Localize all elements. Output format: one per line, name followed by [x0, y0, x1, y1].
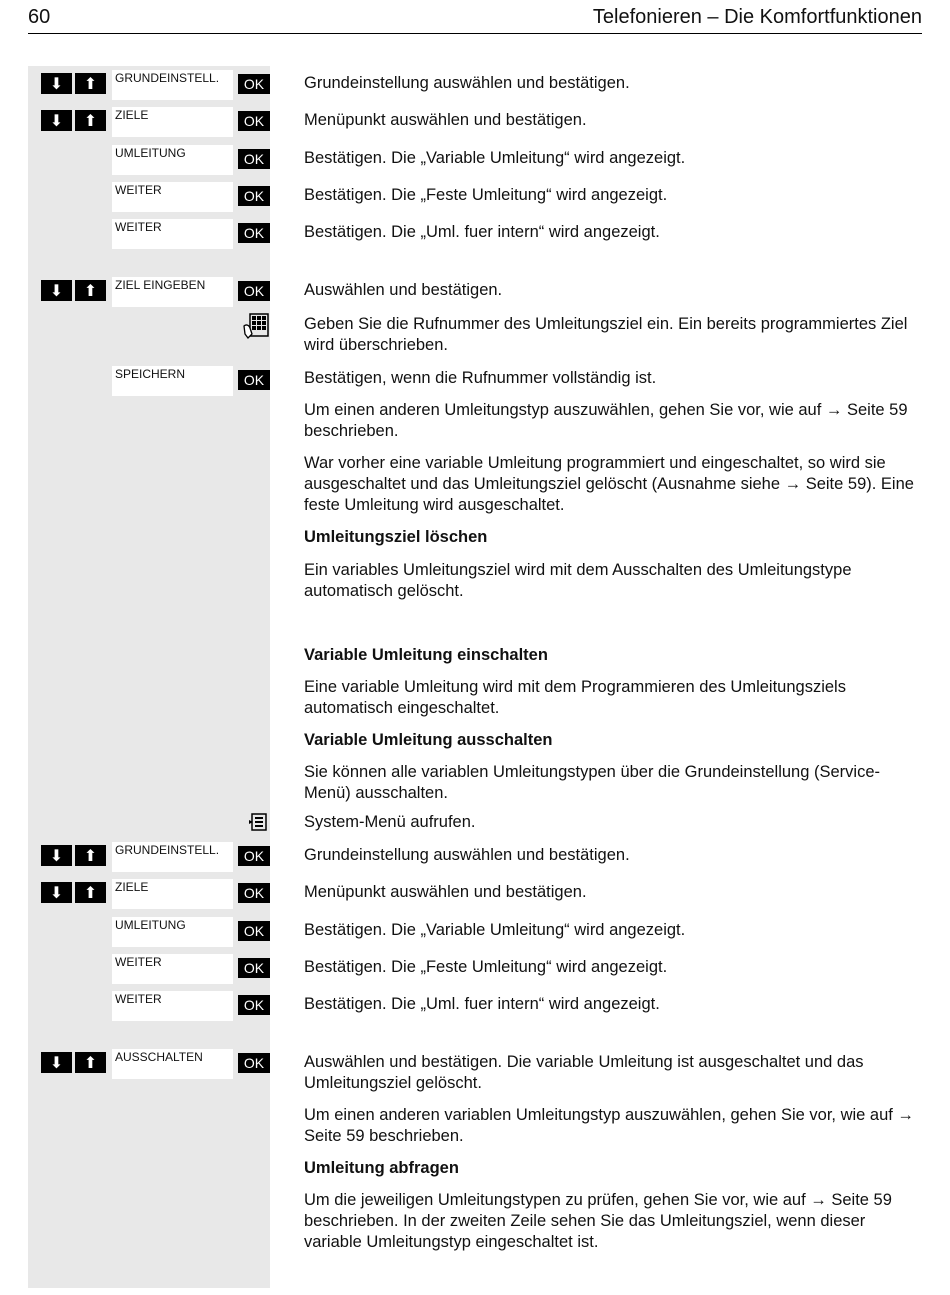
paragraph: War vorher eine variable Umleitung programmiert und eingeschaltet, so wird sie ausgeschaltet und das Umleitungsziel gelöscht (Ausnahme siehe → Seite 59). Eine feste Umleitung wird ausgeschaltet.: [304, 454, 914, 514]
paragraph: Sie können alle variablen Umleitungstypen über die Grundeinstellung (Service-Menü) ausschalten.: [304, 763, 880, 802]
step-text: Menüpunkt auswählen und bestätigen.: [304, 111, 587, 129]
ok-key: OK: [238, 223, 270, 243]
display-label: ZIEL EINGEBEN: [112, 277, 233, 307]
step-text: System-Menü aufrufen.: [304, 813, 476, 831]
page-header: [28, 6, 922, 34]
paragraph: Um die jeweiligen Umleitungstypen zu prüfen, gehen Sie vor, wie auf → Seite 59 beschrieben. In der zweiten Zeile sehen Sie das Umleitungsziel, wenn dieser variable Umleitungstyp eingeschaltet ist.: [304, 1191, 892, 1251]
ok-key: OK: [238, 883, 270, 903]
display-label: WEITER: [112, 219, 233, 249]
step-text: Grundeinstellung auswählen und bestätigen.: [304, 74, 630, 92]
arrow-up-icon: ⬆: [75, 73, 106, 94]
step-text: Grundeinstellung auswählen und bestätigen.: [304, 846, 630, 864]
ok-key: OK: [238, 111, 270, 131]
step-text: Bestätigen. Die „Uml. fuer intern“ wird angezeigt.: [304, 995, 660, 1013]
paragraph: Um einen anderen Umleitungstyp auszuwählen, gehen Sie vor, wie auf → Seite 59 beschrieben.: [304, 401, 908, 440]
display-label: GRUNDEINSTELL.: [112, 842, 233, 872]
section-heading: Variable Umleitung einschalten: [304, 646, 548, 664]
display-label: WEITER: [112, 182, 233, 212]
ok-key: OK: [238, 846, 270, 866]
arrow-up-icon: ⬆: [75, 1052, 106, 1073]
ok-key: OK: [238, 958, 270, 978]
arrow-down-icon: ⬇: [41, 73, 72, 94]
ok-key: OK: [238, 149, 270, 169]
step-text: Menüpunkt auswählen und bestätigen.: [304, 883, 587, 901]
display-label: WEITER: [112, 991, 233, 1021]
keypad-icon: [242, 312, 270, 340]
display-label: UMLEITUNG: [112, 917, 233, 947]
page-number: 60: [28, 6, 51, 28]
paragraph: Um einen anderen variablen Umleitungstyp auszuwählen, gehen Sie vor, wie auf → Seite 59 beschrieben.: [304, 1106, 914, 1145]
step-text: Bestätigen. Die „Uml. fuer intern“ wird angezeigt.: [304, 223, 660, 241]
system-menu-icon: [248, 812, 268, 832]
arrow-up-icon: ⬆: [75, 110, 106, 131]
arrow-up-icon: ⬆: [75, 845, 106, 866]
ok-key: OK: [238, 921, 270, 941]
section-heading: Umleitung abfragen: [304, 1159, 459, 1177]
ok-key: OK: [238, 995, 270, 1015]
step-text: Bestätigen. Die „Variable Umleitung“ wird angezeigt.: [304, 149, 686, 167]
step-text: Bestätigen, wenn die Rufnummer vollständig ist.: [304, 369, 657, 387]
ok-key: OK: [238, 186, 270, 206]
arrow-up-icon: ⬆: [75, 280, 106, 301]
arrow-down-icon: ⬇: [41, 1052, 72, 1073]
ok-key: OK: [238, 74, 270, 94]
arrow-down-icon: ⬇: [41, 280, 72, 301]
arrow-down-icon: ⬇: [41, 845, 72, 866]
ok-key: OK: [238, 1053, 270, 1073]
display-label: SPEICHERN: [112, 366, 233, 396]
display-label: ZIELE: [112, 879, 233, 909]
step-text: Auswählen und bestätigen.: [304, 281, 503, 299]
page-title: Telefonieren – Die Komfortfunktionen: [592, 6, 922, 28]
arrow-down-icon: ⬇: [41, 882, 72, 903]
display-label: ZIELE: [112, 107, 233, 137]
paragraph: Eine variable Umleitung wird mit dem Programmieren des Umleitungsziels automatisch eingeschaltet.: [304, 678, 846, 717]
display-label: GRUNDEINSTELL.: [112, 70, 233, 100]
display-label: AUSSCHALTEN: [112, 1049, 233, 1079]
step-text: Bestätigen. Die „Feste Umleitung“ wird angezeigt.: [304, 958, 668, 976]
step-text: Auswählen und bestätigen. Die variable Umleitung ist ausgeschaltet und das Umleitungsziel gelöscht.: [304, 1053, 864, 1092]
step-text: Bestätigen. Die „Variable Umleitung“ wird angezeigt.: [304, 921, 686, 939]
paragraph: Geben Sie die Rufnummer des Umleitungsziel ein. Ein bereits programmiertes Ziel wird überschrieben.: [304, 315, 908, 354]
arrow-up-icon: ⬆: [75, 882, 106, 903]
ok-key: OK: [238, 281, 270, 301]
instruction-sidebar: [28, 66, 270, 1288]
paragraph: Ein variables Umleitungsziel wird mit dem Ausschalten des Umleitungstype automatisch gelöscht.: [304, 561, 852, 600]
step-text: Bestätigen. Die „Feste Umleitung“ wird angezeigt.: [304, 186, 668, 204]
display-label: UMLEITUNG: [112, 145, 233, 175]
ok-key: OK: [238, 370, 270, 390]
section-heading: Umleitungsziel löschen: [304, 528, 488, 546]
section-heading: Variable Umleitung ausschalten: [304, 731, 553, 749]
display-label: WEITER: [112, 954, 233, 984]
arrow-down-icon: ⬇: [41, 110, 72, 131]
